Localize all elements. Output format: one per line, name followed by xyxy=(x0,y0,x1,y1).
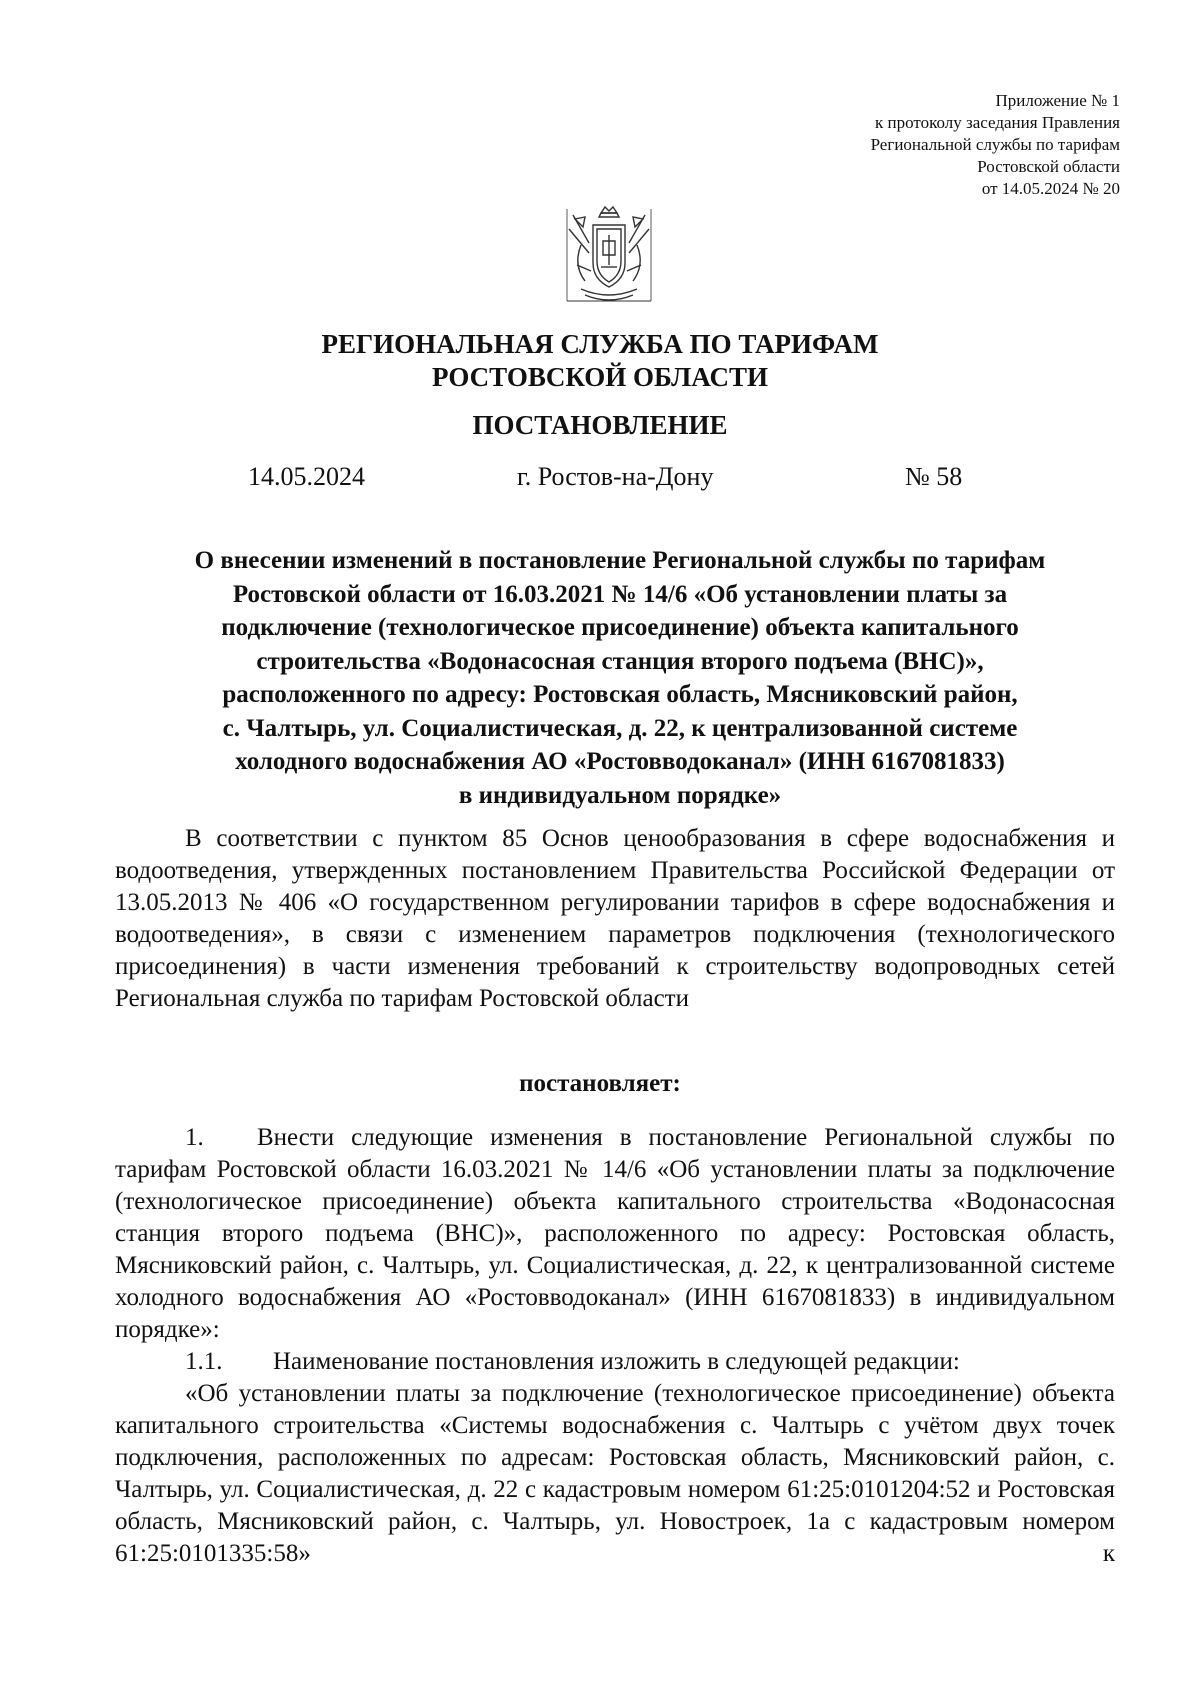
appendix-line: Региональной службы по тарифам xyxy=(870,135,1120,154)
intro-section xyxy=(115,823,1115,1015)
org-line: РЕГИОНАЛЬНАЯ СЛУЖБА ПО ТАРИФАМ xyxy=(321,329,879,359)
organization-name xyxy=(0,328,1200,394)
title-line: холодного водоснабжения АО «Ростовводоканал» (ИНН 6167081833) xyxy=(235,748,1005,775)
appendix-line: к протоколу заседания Правления xyxy=(875,113,1120,132)
item-1-1 xyxy=(115,1346,1115,1378)
document-title xyxy=(130,544,1110,812)
appendix-line: от 14.05.2024 № 20 xyxy=(981,179,1120,198)
document-city: г. Ростов-на-Дону xyxy=(517,462,714,491)
title-line: строительства «Водонасосная станция второго подъема (ВНС)», xyxy=(256,647,984,675)
org-line: РОСТОВСКОЙ ОБЛАСТИ xyxy=(432,362,768,392)
appendix-line: Ростовской области xyxy=(977,157,1120,176)
resolution-items xyxy=(115,1122,1115,1570)
appendix-block xyxy=(700,90,1120,200)
title-line: расположенного по адресу: Ростовская область, Мясниковский район, xyxy=(222,681,1018,708)
document-number: № 58 xyxy=(905,462,963,491)
item-text: Внести следующие изменения в постановление Региональной службы по тарифам Ростовской области 16.03.2021 № 14/6 «Об установлении платы за подключение (технологическое присоединение) объекта капитального строительства «Водонасосная станция второго подъема (ВНС)», расположенного по адресу: Ростовская область, Мясниковский район, с. Чалтырь, ул. Социалистическая, д. 22, к централизованной системе холодного водоснабжения АО «Ростовводоканал» (ИНН 6167081833) в индивидуальном порядке»: xyxy=(115,1124,1115,1343)
item-number: 1. xyxy=(185,1124,204,1151)
quote-paragraph: «Об установлении платы за подключение (технологическое присоединение) объекта капитального строительства «Системы водоснабжения с. Чалтырь с учётом двух точек подключения, расположенных по адресам: Ростовская область, Мясниковский район, с. Чалтырь, ул. Социалистическая, д. 22 с кадастровым номером 61:25:0101204:52 и Ростовская область, Мясниковский район, с. Чалтырь, ул. Новостроек, 1а с кадастровым номером 61:25:0101335:58» к xyxy=(115,1380,1115,1567)
item-number: 1.1. xyxy=(185,1348,223,1375)
document-date: 14.05.2024 xyxy=(248,462,365,491)
title-line: подключение (технологическое присоединение) объекта капитального xyxy=(221,614,1019,641)
appendix-line: Приложение № 1 xyxy=(995,91,1120,110)
decides-heading: постановляет: xyxy=(519,1070,681,1097)
title-line: Ростовской области от 16.03.2021 № 14/6 «Об установлении платы за xyxy=(232,580,1008,608)
document-type: ПОСТАНОВЛЕНИЕ xyxy=(472,410,728,440)
intro-paragraph: В соответствии с пунктом 85 Основ ценообразования в сфере водоснабжения и водоотведения, утвержденных постановлением Правительства Российской Федерации от 13.05.2013 № 406 «О государственном регулировании тарифов в сфере водоснабжения и водоотведения», в связи с изменением параметров подключения (технологического присоединения) в части изменения требований к строительству водопроводных сетей Региональная служба по тарифам Ростовской области xyxy=(115,825,1115,1012)
item-1 xyxy=(115,1122,1115,1346)
coat-of-arms-icon xyxy=(563,205,655,305)
title-line: с. Чалтырь, ул. Социалистическая, д. 22, к централизованной системе xyxy=(222,714,1018,742)
item-text: Наименование постановления изложить в следующей редакции: xyxy=(273,1348,960,1375)
title-line: О внесении изменений в постановление Региональной службы по тарифам xyxy=(194,547,1046,574)
title-line: в индивидуальном порядке» xyxy=(458,781,782,809)
